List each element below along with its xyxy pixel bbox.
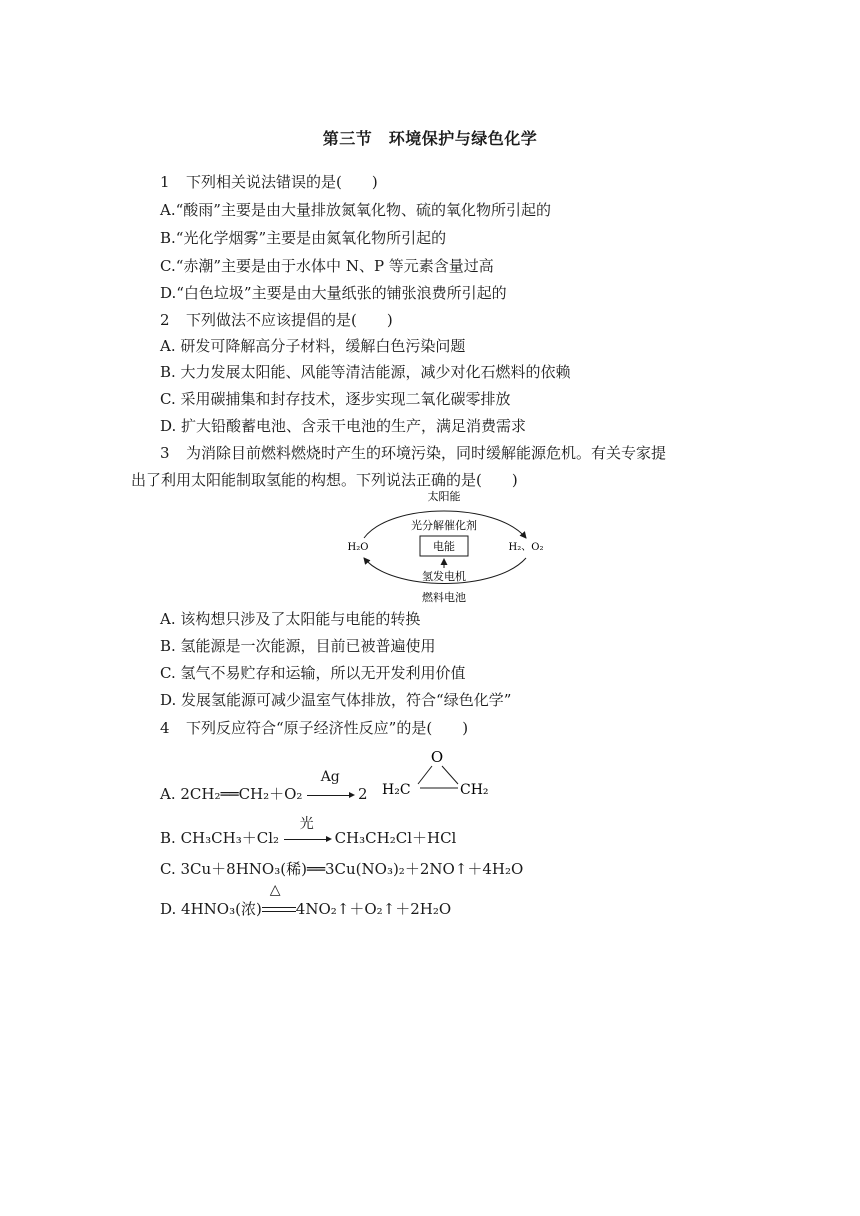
question-number: 3 <box>160 444 170 462</box>
q2-option-b: B. 大力发展太阳能、风能等清洁能源，减少对化石燃料的依赖 <box>160 363 571 381</box>
catalyst-label: 光分解催化剂 <box>411 519 477 532</box>
q4-option-c: C. 3Cu＋8HNO₃(稀)══3Cu(NO₃)₂＋2NO↑＋4H₂O <box>160 860 524 878</box>
reaction-arrow <box>284 816 330 847</box>
epoxide-ring-structure <box>380 744 500 804</box>
hydrogen-energy-cycle-diagram <box>336 488 552 606</box>
q3-option-d: D. 发展氢能源可减少温室气体排放，符合“绿色化学” <box>160 691 512 709</box>
question-number: 4 <box>160 719 170 737</box>
q4-option-a <box>160 769 368 804</box>
question-text: 下列相关说法错误的是( ) <box>186 173 378 191</box>
question-number: 2 <box>160 311 170 329</box>
question-text: 下列做法不应该提倡的是( ) <box>186 311 393 329</box>
box-label: 电能 <box>433 540 455 553</box>
option-label: A. <box>160 785 176 803</box>
option-label: B. <box>160 829 176 847</box>
q4-option-d <box>160 882 452 919</box>
question-2-stem <box>160 310 393 330</box>
q2-option-a: A. 研发可降解高分子材料，缓解白色污染问题 <box>160 337 466 355</box>
ring-right-group: CH₂ <box>460 782 489 798</box>
question-4-stem <box>160 718 468 738</box>
q1-option-d: D.“白色垃圾”主要是由大量纸张的铺张浪费所引起的 <box>160 284 507 302</box>
reactants: 2CH₂══CH₂＋O₂ <box>180 785 303 803</box>
q3-option-a: A. 该构想只涉及了太阳能与电能的转换 <box>160 610 421 628</box>
q1-option-c: C.“赤潮”主要是由于水体中 N、P 等元素含量过高 <box>160 257 494 275</box>
section-title: 第三节 环境保护与绿色化学 <box>322 129 538 148</box>
question-1-stem <box>160 172 378 192</box>
bottom-label: 燃料电池 <box>422 591 466 604</box>
q2-option-c: C. 采用碳捕集和封存技术，逐步实现二氧化碳零排放 <box>160 390 511 408</box>
products: 4NO₂↑＋O₂↑＋2H₂O <box>295 900 452 918</box>
left-label: H₂O <box>347 542 369 553</box>
question-3-stem-line1 <box>160 443 666 463</box>
top-label: 太阳能 <box>427 490 461 503</box>
q1-option-a: A.“酸雨”主要是由大量排放氮氧化物、硫的氧化物所引起的 <box>160 201 551 219</box>
reaction-condition: 光 <box>299 816 314 832</box>
right-label: H₂、O₂ <box>508 542 544 553</box>
q1-option-b: B.“光化学烟雾”主要是由氮氧化物所引起的 <box>160 229 447 247</box>
q2-option-d: D. 扩大铅酸蓄电池、含汞干电池的生产，满足消费需求 <box>160 417 527 435</box>
ring-oxygen: O <box>430 748 444 766</box>
reaction-arrow <box>307 769 353 803</box>
heat-symbol: △ <box>269 882 281 898</box>
ring-bond-right <box>442 766 458 784</box>
question-3-stem-line2: 出了利用太阳能制取氢能的构想。下列说法正确的是( ) <box>131 471 518 489</box>
reaction-condition: Ag <box>320 769 340 785</box>
question-number: 1 <box>160 173 170 191</box>
heating-condition <box>262 882 296 918</box>
reactants: D. 4HNO₃(浓) <box>160 900 262 918</box>
coefficient: 2 <box>358 785 368 803</box>
q3-option-b: B. 氢能源是一次能源，目前已被普遍使用 <box>160 637 436 655</box>
reactants: CH₃CH₃＋Cl₂ <box>180 829 280 847</box>
q3-option-c: C. 氢气不易贮存和运输，所以无开发利用价值 <box>160 664 466 682</box>
ring-left-group: H₂C <box>382 782 411 798</box>
products: CH₃CH₂Cl＋HCl <box>334 829 457 847</box>
generator-label: 氢发电机 <box>422 570 466 583</box>
question-text: 下列反应符合“原子经济性反应”的是( ) <box>186 719 469 737</box>
ring-bond-left <box>418 766 432 784</box>
question-text: 为消除目前燃料燃烧时产生的环境污染，同时缓解能源危机。有关专家提 <box>186 444 667 462</box>
q4-option-b <box>160 816 457 848</box>
